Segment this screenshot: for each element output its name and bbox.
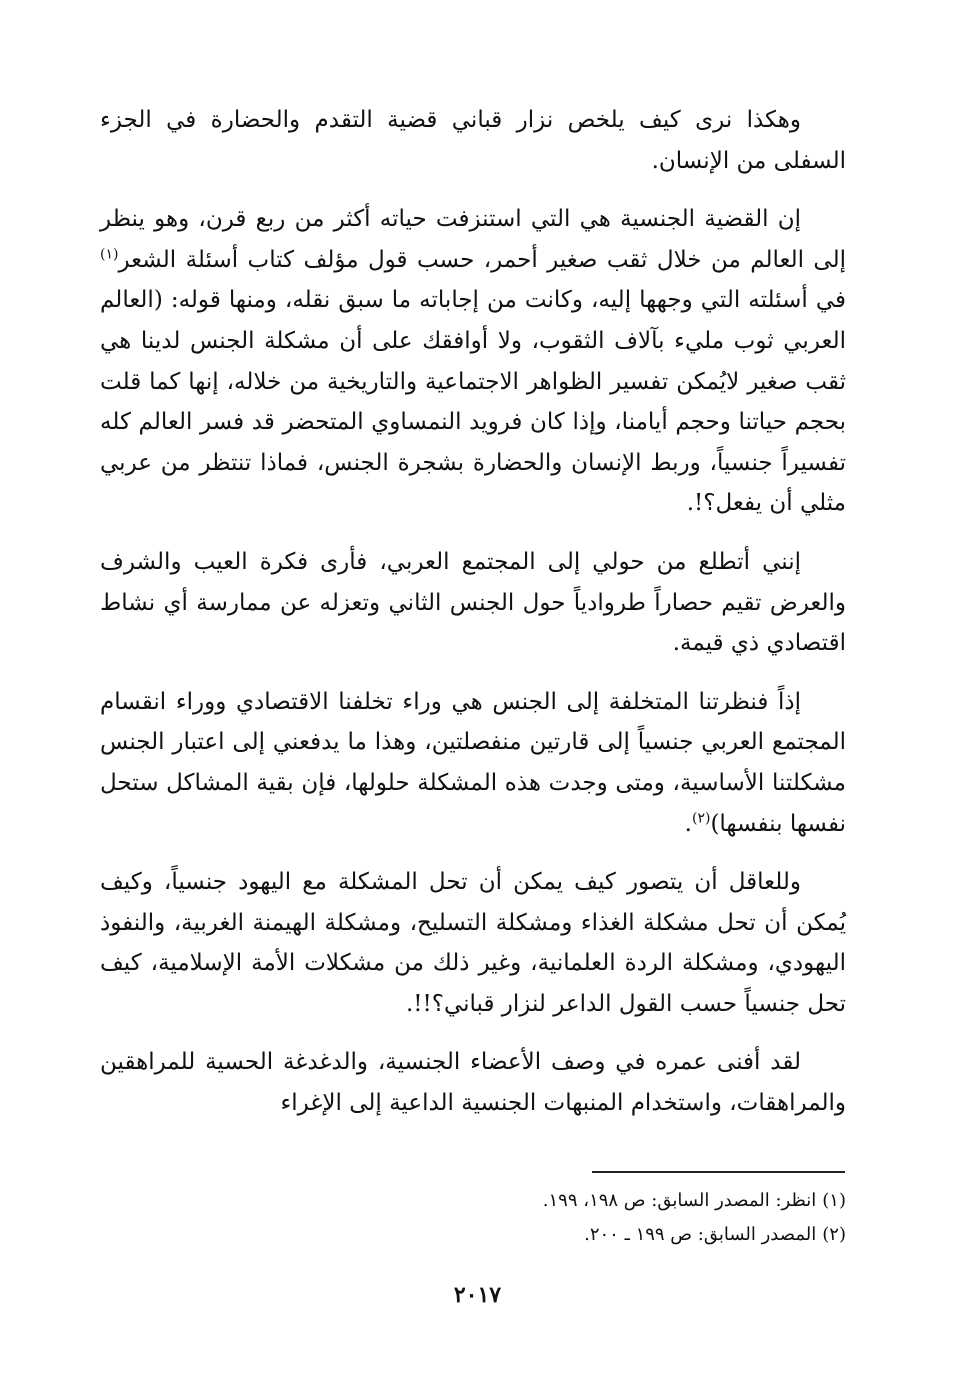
footnote-separator: [592, 1171, 845, 1173]
paragraph-1: [100, 100, 846, 181]
paragraph-1-text: وهكذا نرى كيف يلخص نزار قباني قضية التقدم والحضارة في الجزء السفلى من الإنسان.: [100, 107, 846, 174]
paragraph-3-text: إنني أتطلع من حولي إلى المجتمع العربي، فأرى فكرة العيب والشرف والعرض تقيم حصاراً طروادياً حول الجنس الثاني وتعزله عن ممارسة أي نشاط اقتصادي ذي قيمة.: [100, 548, 846, 657]
paragraph-2-text-a: إن القضية الجنسية هي التي استنزفت حياته أكثر من ربع قرن، وهو ينظر إلى العالم من خلال ثقب صغير أحمر، حسب قول مؤلف كتاب أسئلة الشعر: [100, 206, 846, 273]
paragraph-2: [100, 199, 846, 524]
footnote-ref-2: (٢): [691, 809, 711, 826]
paragraph-4-text-b: .: [684, 810, 692, 837]
footnote-2-text: المصدر السابق: ص ١٩٩ ـ ٢٠٠.: [584, 1224, 817, 1245]
paragraph-4: [100, 682, 846, 844]
page-number: ٢٠١٧: [453, 1282, 502, 1308]
footnote-ref-1: (١): [100, 246, 119, 263]
footnote-1-text: انظر: المصدر السابق: ص ١٩٨، ١٩٩.: [542, 1190, 817, 1211]
footnote-1-number: (١): [822, 1190, 846, 1211]
paragraph-2-text-b: في أسئلته التي وجهها إليه، وكانت من إجاباته ما سبق نقله، ومنها قوله: (العالم العربي ثوب مليء بآلاف الثقوب، ولا أوافقك على أن مشكلة الجنس لدينا هي ثقب صغير لايُمكن تفسير الظواهر الاجتماعية والتاريخية من خلاله، إنها كما قلت بحجم حياتنا وحجم أيامنا، وإذا كان فرويد النمساوي المتحضر قد فسر العالم كله تفسيراً جنسياً، وربط الإنسان والحضارة بشجرة الجنس، فماذا تنتظر من عربي مثلي أن يفعل؟!.: [100, 287, 846, 517]
paragraph-6-text: لقد أفنى عمره في وصف الأعضاء الجنسية، والدغدغة الحسية للمراهقين والمراهقات، واستخدام المنبهات الجنسية الداعية إلى الإغراء: [100, 1049, 846, 1117]
footnote-2-number: (٢): [822, 1224, 846, 1245]
paragraph-5: [100, 862, 846, 1024]
footnote-1: [100, 1184, 846, 1218]
footnotes: [100, 1184, 846, 1252]
footnote-2: [100, 1218, 846, 1252]
paragraph-3: [100, 542, 846, 664]
paragraph-6: [100, 1042, 846, 1123]
paragraph-4-text-a: إذاً فنظرتنا المتخلفة إلى الجنس هي وراء تخلفنا الاقتصادي ووراء انقسام المجتمع العربي جنسياً إلى قارتين منفصلتين، وهذا ما يدفعني إلى اعتبار الجنس مشكلتنا الأساسية، ومتى وجدت هذه المشكلة حلولها، فإن بقية المشاكل ستحل نفسها بنفسها): [100, 688, 846, 837]
paragraph-5-text: وللعاقل أن يتصور كيف يمكن أن تحل المشكلة مع اليهود جنسياً، وكيف يُمكن أن تحل مشكلة الغذاء ومشكلة التسليح، ومشكلة الهيمنة الغربية، والنفوذ اليهودي، ومشكلة الردة العلمانية، وغير ذلك من مشكلات الأمة الإسلامية، كيف تحل جنسياً حسب القول الداعر لنزار قباني؟!!.: [100, 869, 846, 1017]
main-text: [100, 100, 846, 1142]
